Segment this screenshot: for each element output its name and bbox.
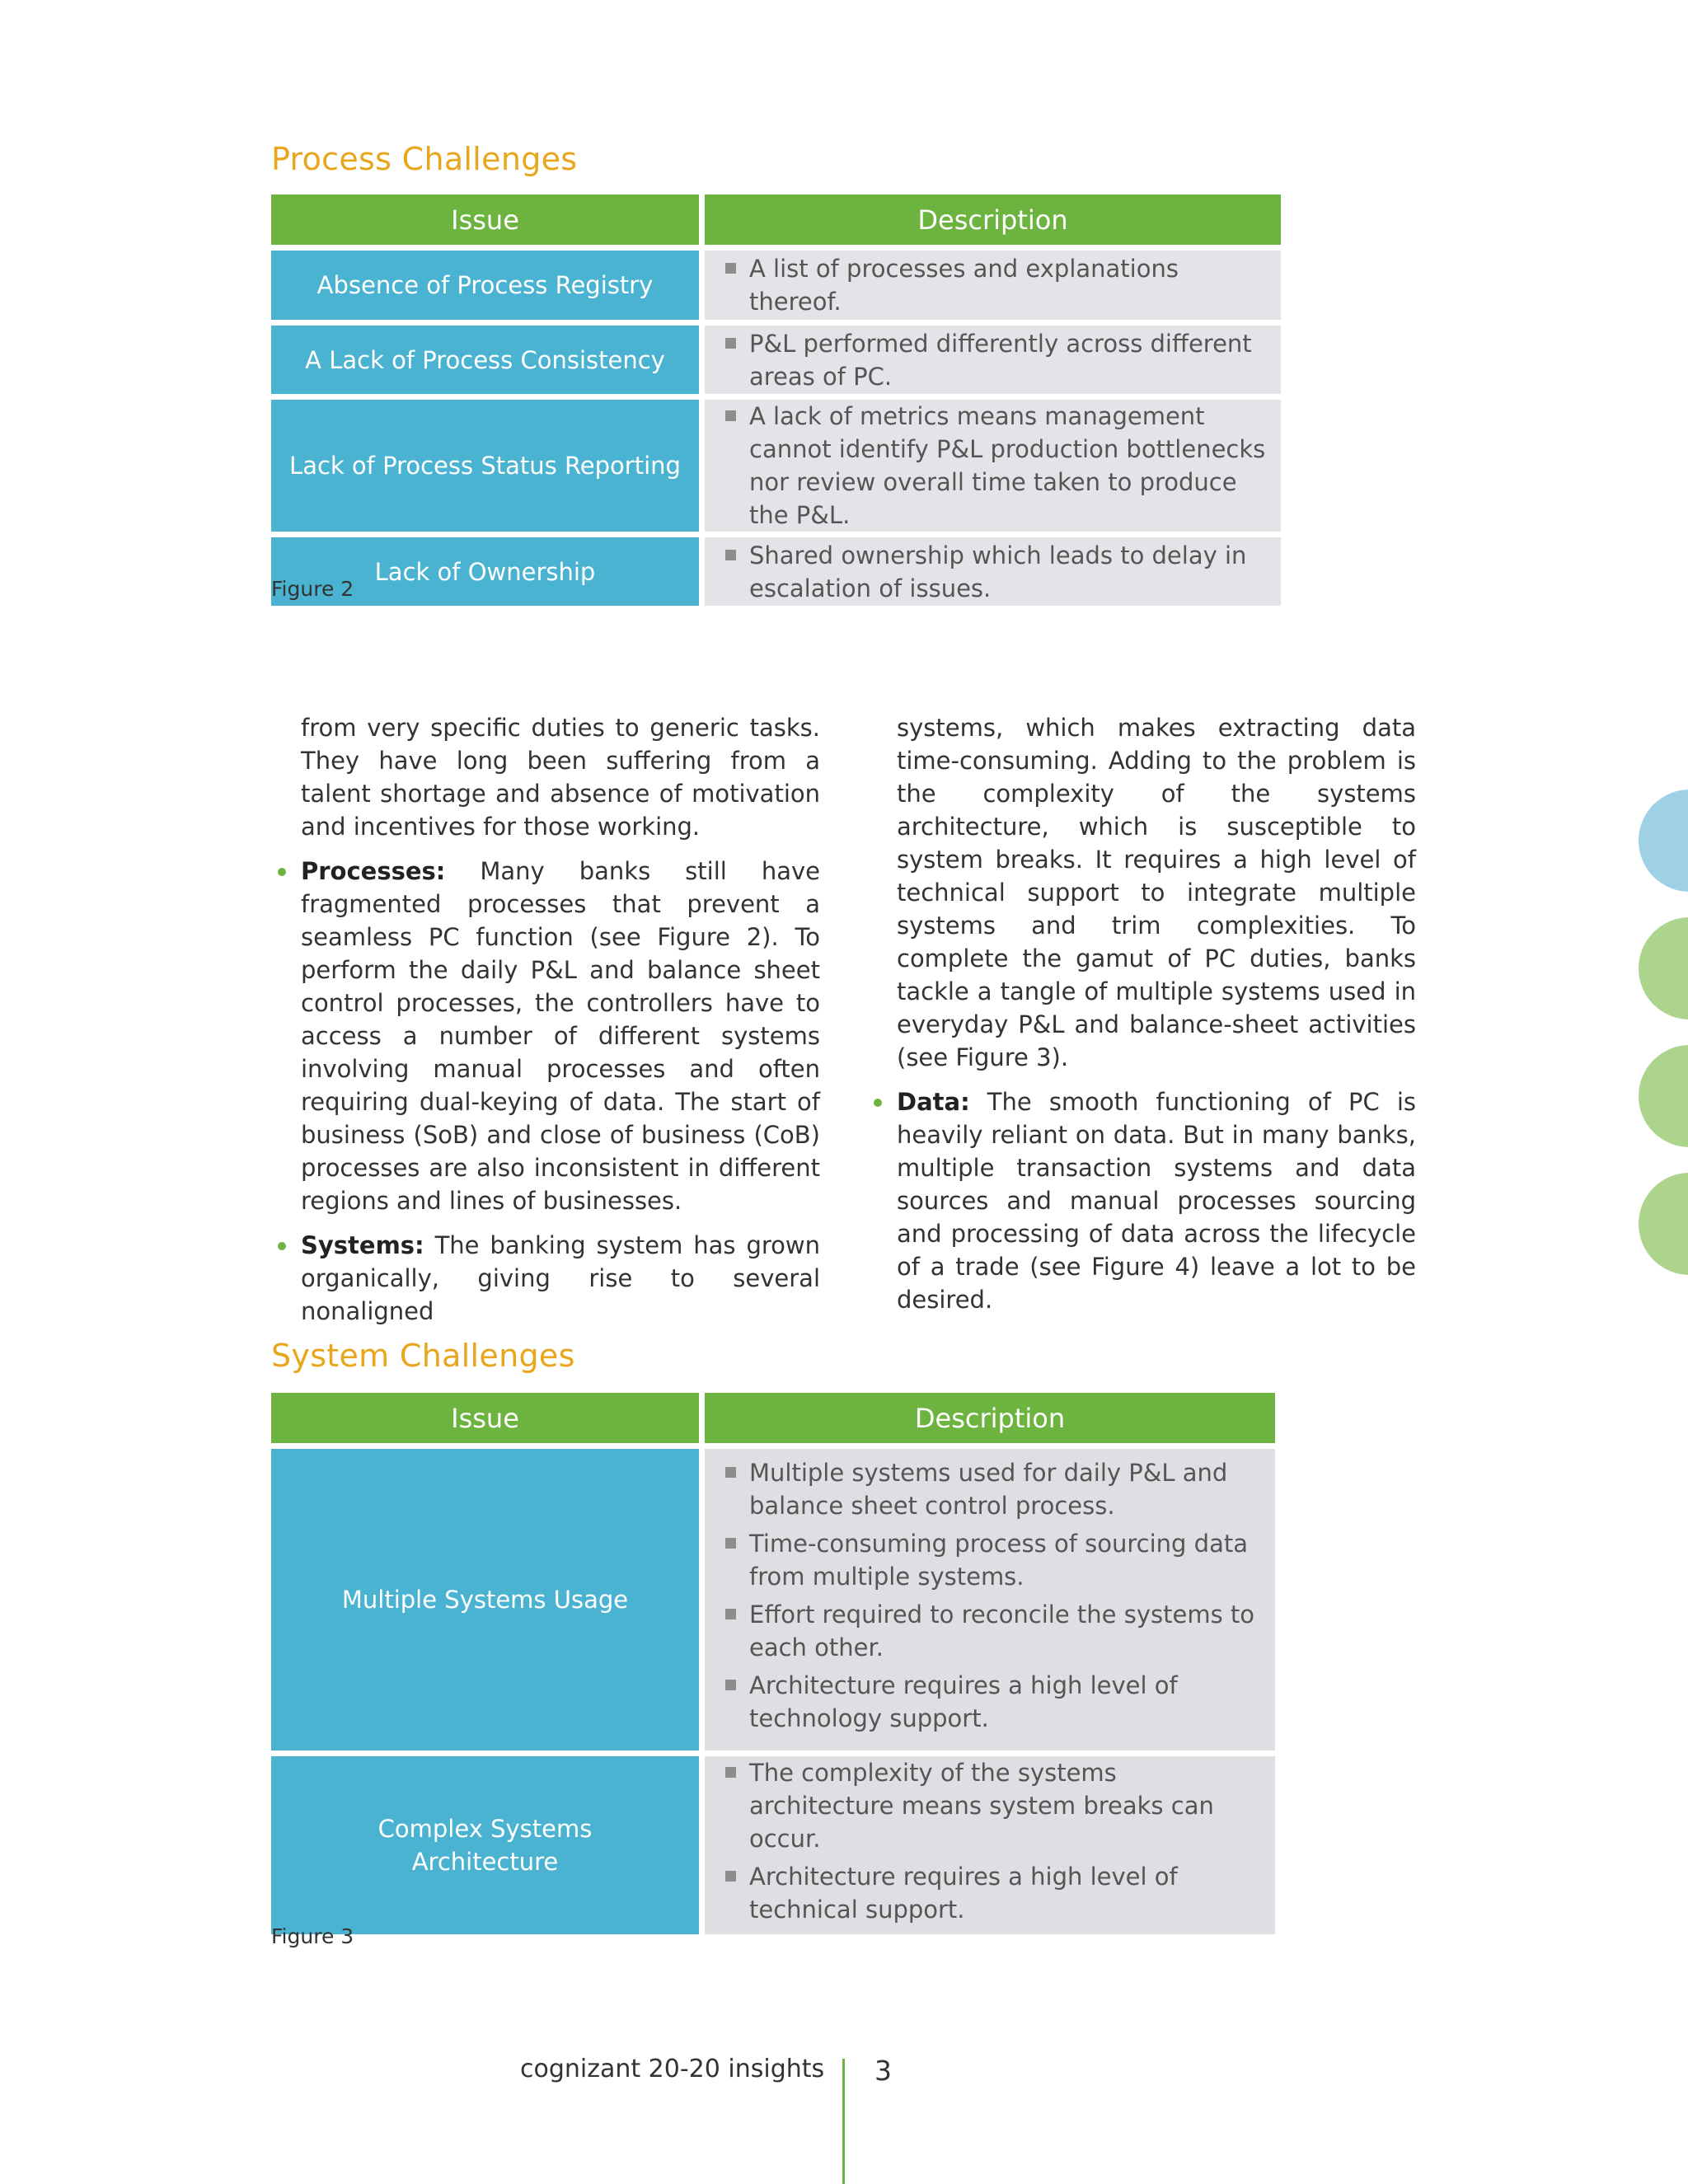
decorative-circle — [1639, 1173, 1688, 1275]
description-cell — [705, 251, 1281, 320]
system-challenges-table — [265, 1387, 1281, 1940]
description-cell — [705, 326, 1281, 394]
bullet-label: Data: — [897, 1088, 970, 1116]
list-item: Architecture requires a high level of technology support. — [725, 1669, 1268, 1735]
process-challenges-table — [265, 189, 1287, 612]
bullet-text: The banking system has grown organically, giving rise to several nonaligned — [301, 1231, 820, 1325]
figure-caption: Figure 2 — [271, 577, 354, 601]
process-challenges-title: Process Challenges — [271, 141, 578, 177]
bullet-text: The smooth functioning of PC is heavily reliant on data. But in many banks, multiple transaction systems and data sources and manual processes sourcing and processing of data across the lifecycle of a trade (see Figure 4) leave a lot to be desired. — [897, 1088, 1416, 1314]
decorative-circle — [1639, 917, 1688, 1019]
issue-cell: Lack of Ownership — [271, 537, 699, 606]
issue-cell: Multiple Systems Usage — [271, 1449, 699, 1750]
footer-divider — [842, 2059, 845, 2184]
decorative-circle — [1639, 1045, 1688, 1147]
issue-cell: A Lack of Process Consistency — [271, 326, 699, 394]
systems-bullet — [301, 1229, 820, 1328]
issue-cell: Absence of Process Registry — [271, 251, 699, 320]
body-column-right — [897, 711, 1416, 1316]
processes-bullet — [301, 855, 820, 1217]
body-paragraph: systems, which makes extracting data time-consuming. Adding to the problem is the complexity of the systems architecture, which is susceptible to system breaks. It requires a high level of technical support to integrate multiple systems and trim complexities. To complete the gamut of PC duties, banks tackle a tangle of multiple systems used in everyday P&L and balance-sheet activities (see Figure 3). — [897, 714, 1416, 1071]
list-item: The complexity of the systems architecture means system breaks can occur. — [725, 1756, 1268, 1855]
body-paragraph: from very specific duties to generic tasks. They have long been suffering from a talent shortage and absence of motivation and incentives for those working. — [301, 714, 820, 841]
description-cell — [705, 537, 1281, 606]
list-item: Shared ownership which leads to delay in escalation of issues. — [725, 539, 1274, 605]
table-row — [271, 537, 1281, 606]
list-item: Architecture requires a high level of technical support. — [725, 1860, 1268, 1926]
description-cell — [705, 1449, 1275, 1750]
table-row — [271, 1756, 1275, 1934]
list-item: P&L performed differently across different areas of PC. — [725, 327, 1274, 393]
table-header-row — [271, 1393, 1275, 1443]
decorative-circle — [1639, 790, 1688, 892]
description-cell — [705, 400, 1281, 532]
body-column-left — [301, 711, 820, 1328]
bullet-text: Many banks still have fragmented processes that prevent a seamless PC function (see Figure 2). To perform the daily P&L and balance sheet control processes, the controllers have to access a number of different systems involving manual processes and often requiring dual-keying of data. The start of business (SoB) and close of business (CoB) processes are also inconsistent in different regions and lines of businesses. — [301, 857, 820, 1215]
description-header: Description — [705, 194, 1281, 245]
issue-cell: Lack of Process Status Reporting — [271, 400, 699, 532]
table-row — [271, 326, 1281, 394]
footer-brand: cognizant 20-20 insights — [520, 2055, 825, 2083]
bullet-label: Systems: — [301, 1231, 424, 1259]
system-challenges-title: System Challenges — [271, 1338, 575, 1374]
table-row — [271, 1449, 1275, 1750]
page-number: 3 — [874, 2055, 892, 2087]
issue-cell: Complex Systems Architecture — [271, 1756, 699, 1934]
bullet-dot — [278, 1242, 286, 1250]
list-item: Effort required to reconcile the systems to each other. — [725, 1598, 1268, 1664]
description-cell — [705, 1756, 1275, 1934]
bullet-dot — [278, 868, 286, 876]
list-item: Time-consuming process of sourcing data from multiple systems. — [725, 1527, 1268, 1593]
figure-caption: Figure 3 — [271, 1924, 354, 1948]
table-header-row — [271, 194, 1281, 245]
description-header: Description — [705, 1393, 1275, 1443]
bullet-dot — [874, 1099, 882, 1107]
table-row — [271, 251, 1281, 320]
issue-header: Issue — [271, 1393, 699, 1443]
table-row — [271, 400, 1281, 532]
bullet-label: Processes: — [301, 857, 446, 885]
list-item: A list of processes and explanations thereof. — [725, 252, 1274, 318]
list-item: Multiple systems used for daily P&L and balance sheet control process. — [725, 1456, 1268, 1522]
list-item: A lack of metrics means management cannot identify P&L production bottlenecks nor review overall time taken to produce the P&L. — [725, 400, 1274, 532]
data-bullet — [897, 1085, 1416, 1316]
issue-header: Issue — [271, 194, 699, 245]
